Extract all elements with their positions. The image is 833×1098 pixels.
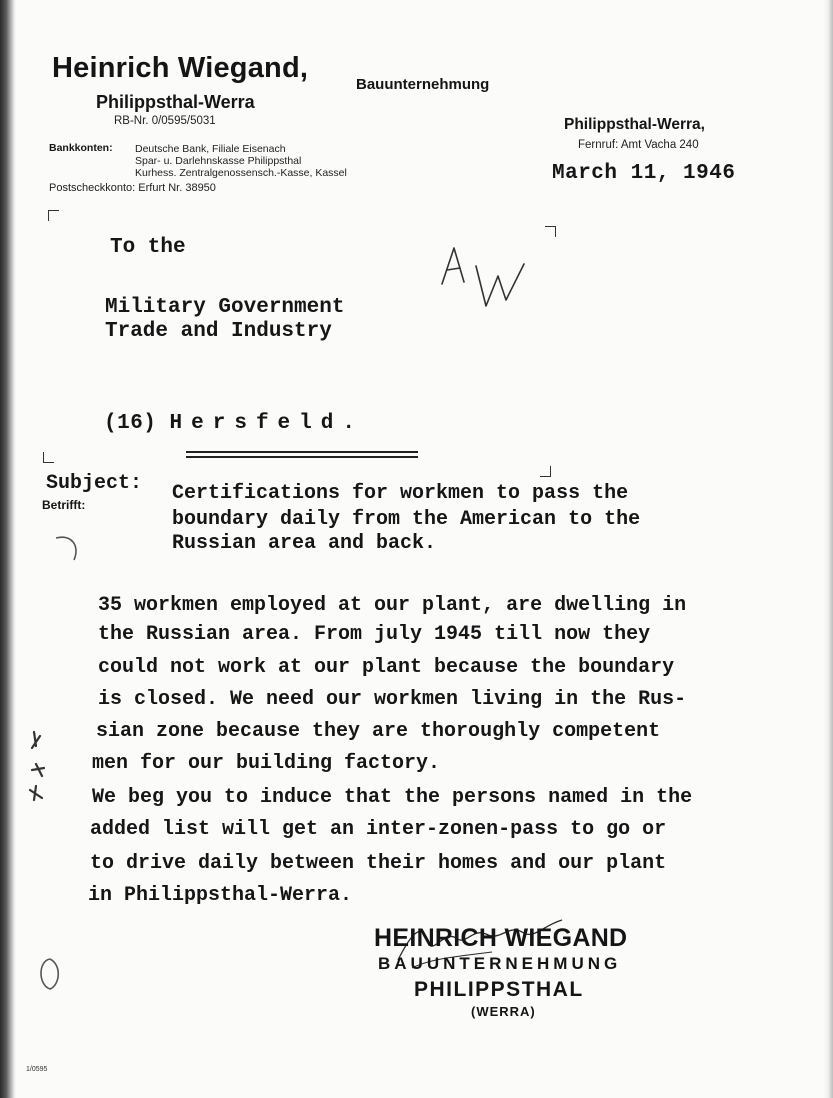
letterhead-phone: Fernruf: Amt Vacha 240 [578,139,699,151]
letterhead-company-type: Bauunternehmung [356,76,490,93]
scan-edge-right [823,0,833,1098]
letterhead-bank-label: Bankkonten: [49,142,113,154]
body-line: is closed. We need our workmen living in the Rus- [98,688,687,711]
recipient-district: (16) [104,412,157,435]
body-line: men for our building factory. [92,752,441,775]
recipient-to-the: To the [110,236,186,259]
subject-line: Russian area and back. [172,532,437,555]
punch-hole-icon [48,532,82,566]
letterhead-company-name: Heinrich Wiegand, [52,52,309,84]
stamp-company: HEINRICH WIEGAND [374,924,628,952]
ink-smudge-icon [22,728,52,804]
body-line: sian zone because they are thoroughly competent [96,720,661,743]
address-corner-mark [545,226,556,237]
stamp-type: BAUUNTERNEHMUNG [378,954,622,973]
letterhead-bank-line: Kurhess. Zentralgenossensch.-Kasse, Kassel [135,167,347,179]
body-line: in Philippsthal-Werra. [88,884,353,907]
city-double-underline [186,451,418,458]
letter-date: March 11, 1946 [552,162,736,185]
body-line: the Russian area. From july 1945 till now they [98,623,651,646]
address-corner-mark [48,210,59,221]
recipient-city-line [104,412,364,435]
body-line: added list will get an inter-zonen-pass to go or [90,818,667,841]
letterhead-rb-nr: RB-Nr. 0/0595/5031 [114,115,216,127]
address-corner-mark [540,466,551,477]
stamp-place: PHILIPPSTHAL [414,978,584,1001]
letterhead-bank-line: Spar- u. Darlehnskasse Philippsthal [135,155,302,167]
stamp-region: (WERRA) [471,1004,536,1019]
scan-edge-left [0,0,16,1098]
subject-line: Certifications for workmen to pass the [172,482,629,505]
body-line: could not work at our plant because the boundary [98,656,675,679]
subject-label-german: Betrifft: [42,498,86,512]
letterhead-bank-line: Deutsche Bank, Filiale Eisenach [135,143,286,155]
handwritten-initials-icon [438,242,538,312]
address-corner-mark [43,452,54,463]
subject-line: boundary daily from the American to the [172,508,641,531]
recipient-line: Military Government [105,296,345,319]
subject-label: Subject: [46,472,143,495]
body-line: We beg you to induce that the persons named in the [92,786,693,809]
footer-code: 1/0595 [26,1066,48,1073]
letterhead-right-place: Philippsthal-Werra, [564,116,705,133]
recipient-city: Hersfeld. [169,412,364,435]
letterhead-postcheck: Postscheckkonto: Erfurt Nr. 38950 [49,182,216,194]
body-line: to drive daily between their homes and our plant [90,852,667,875]
punch-hole-icon [34,955,68,995]
body-line: 35 workmen employed at our plant, are dwelling in [98,594,687,617]
letterhead-place: Philippsthal-Werra [96,92,255,112]
recipient-line: Trade and Industry [105,320,332,343]
